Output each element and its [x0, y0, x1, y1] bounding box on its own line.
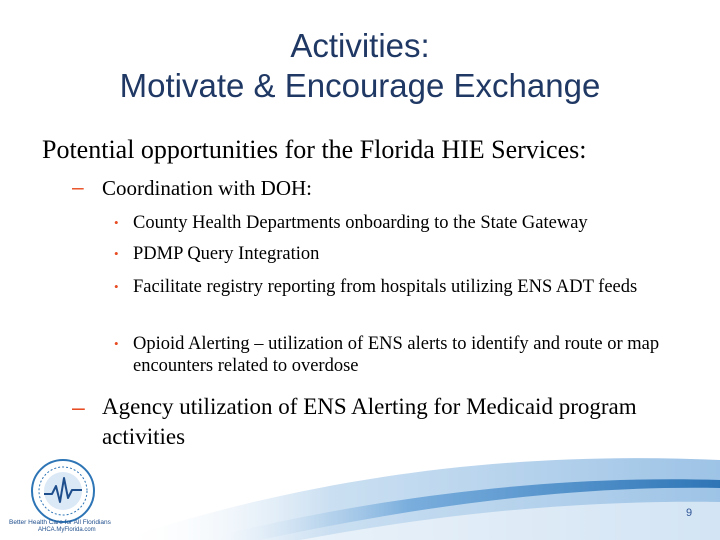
section-heading: Coordination with DOH:	[102, 176, 312, 200]
list-item	[114, 212, 704, 236]
title-line-2: Motivate & Encourage Exchange	[119, 67, 601, 104]
logo-tagline: Better Health Care for All Floridians	[9, 519, 111, 526]
list-item	[114, 333, 704, 379]
bullet-icon: •	[114, 279, 119, 294]
agency-seal-logo	[30, 458, 96, 524]
section-coordination	[72, 174, 692, 204]
dash-bullet-icon: –	[72, 394, 85, 420]
list-item-text: Facilitate registry reporting from hospitals utilizing ENS ADT feeds	[133, 277, 638, 297]
intro-text: Potential opportunities for the Florida HIE Services:	[42, 135, 587, 164]
bullet-icon: •	[114, 215, 119, 230]
slide-title	[0, 26, 720, 106]
dash-bullet-icon: –	[72, 176, 84, 199]
list-item-text: PDMP Query Integration	[133, 244, 320, 264]
list-item-text: Opioid Alerting – utilization of ENS alerts to identify and route or map encounters related to overdose	[133, 334, 660, 376]
bullet-icon: •	[114, 246, 119, 261]
bullet-icon: •	[114, 336, 119, 351]
list-item-text: County Health Departments onboarding to the State Gateway	[133, 213, 588, 233]
logo-org: AHCA.MyFlorida.com	[38, 527, 96, 533]
list-item	[114, 276, 704, 322]
title-line-1: Activities:	[290, 27, 430, 64]
page-number: 9	[686, 507, 693, 519]
list-item	[114, 243, 704, 267]
section-heading: Agency utilization of ENS Alerting for Medicaid program activities	[102, 394, 637, 449]
